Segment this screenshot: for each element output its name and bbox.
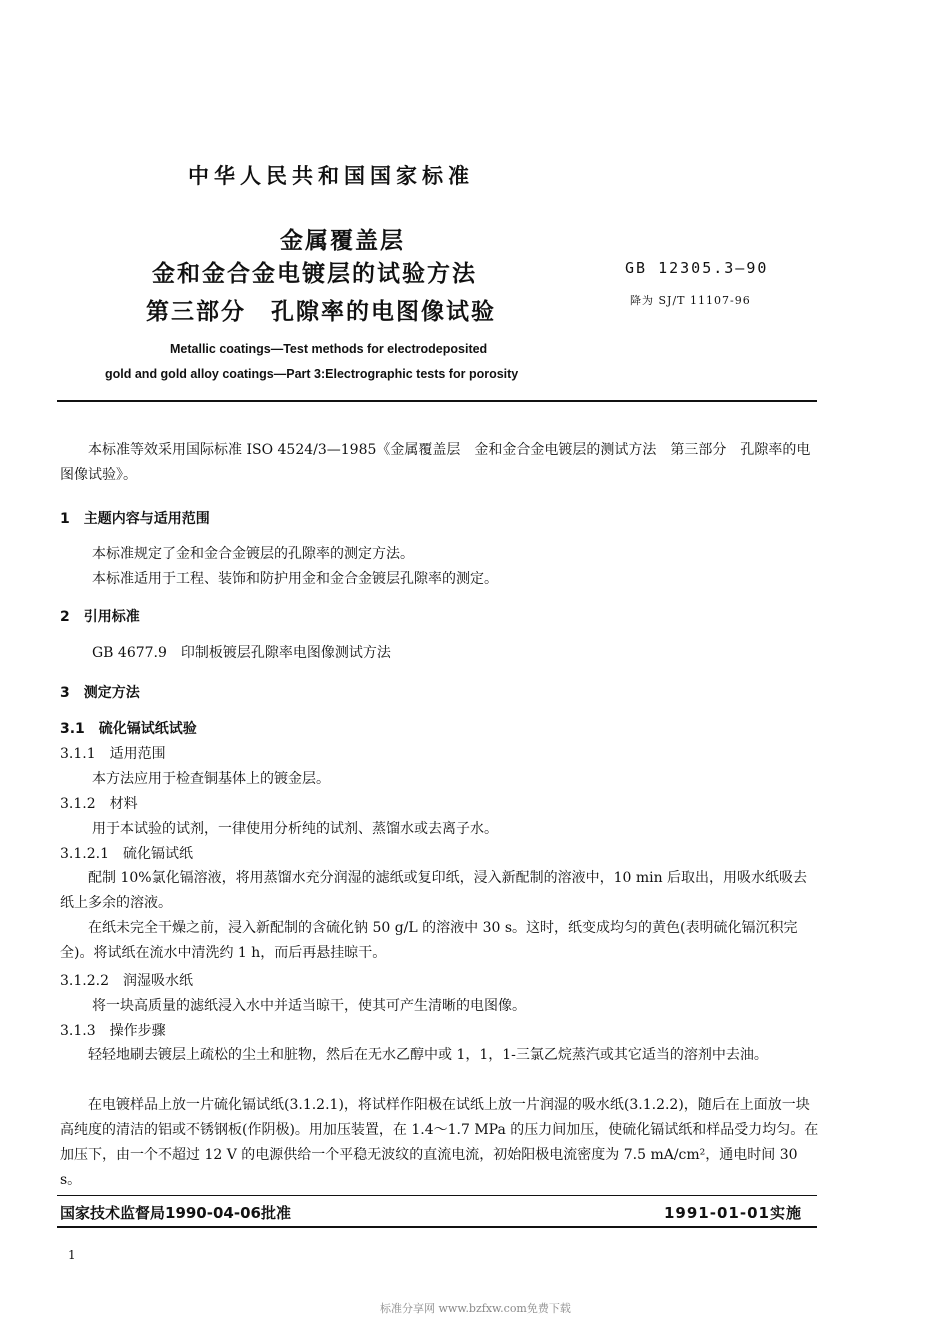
- national-standard-heading: 中华人民共和国国家标准: [188, 164, 474, 188]
- replaced-by-note: 降为 SJ/T 11107-96: [630, 294, 751, 307]
- title-line-1: 金属覆盖层: [280, 228, 405, 254]
- section-3-1-heading: 3.1 硫化镉试纸试验: [60, 721, 197, 737]
- section-1-paragraph-1: 本标准规定了金和金合金镀层的孔隙率的测定方法。: [92, 546, 414, 562]
- title-line-2: 金和金合金电镀层的试验方法: [152, 261, 477, 287]
- page-number: 1: [68, 1248, 76, 1262]
- section-3-1-3-paragraph-2: 在电镀样品上放一片硫化镉试纸(3.1.2.1)，将试样作阳极在试纸上放一片润湿的吸水纸(3.1.2.2)，随后在上面放一块高纯度的清洁的铝或不锈钢板(作阴极)。用加压装置，在 1.4～1.7 MPa 的压力间加压，使硫化镉试纸和样品受力均匀。在加压下，由一个不超过 12 V 的电源供给一个平稳无波纹的直流电流，初始阳极电流密度为 7.5 mA/cm²，通电时间 30 s。: [60, 1097, 819, 1188]
- section-3-1-3-paragraph-1: 轻轻地刷去镀层上疏松的尘土和脏物，然后在无水乙醇中或 1，1，1-三氯乙烷蒸汽或其它适当的溶剂中去油。: [88, 1047, 768, 1063]
- section-3-1-2-1-paragraph-2: 在纸未完全干燥之前，浸入新配制的含硫化钠 50 g/L 的溶液中 30 s。这时，纸变成均匀的黄色(表明硫化镉沉积完全)。将试纸在流水中清洗约 1 h，而后再悬挂晾干。: [60, 920, 798, 961]
- section-3-1-2-1-paragraph-1: 配制 10%氯化镉溶液，将用蒸馏水充分润湿的滤纸或复印纸，浸入新配制的溶液中，10 min 后取出，用吸水纸吸去纸上多余的溶液。: [60, 870, 808, 911]
- section-3-1-2-1-heading: 3.1.2.1 硫化镉试纸: [60, 846, 193, 862]
- intro-paragraph: 本标准等效采用国际标准 ISO 4524/3—1985《金属覆盖层 金和金合金电镀层的测试方法 第三部分 孔隙率的电图像试验》。: [60, 442, 811, 483]
- section-1-heading: 1 主题内容与适用范围: [60, 511, 210, 527]
- watermark-text: 标准分享网 www.bzfxw.com免费下载: [380, 1302, 571, 1315]
- section-2-heading: 2 引用标准: [60, 609, 140, 625]
- section-3-1-2-heading: 3.1.2 材料: [60, 796, 138, 812]
- section-2-reference: GB 4677.9 印制板镀层孔隙率电图像测试方法: [92, 645, 391, 661]
- footer-bottom-rule: [57, 1226, 817, 1228]
- effective-date: 1991-01-01实施: [664, 1204, 802, 1222]
- header-rule: [57, 400, 817, 402]
- title-line-3: 第三部分 孔隙率的电图像试验: [146, 299, 496, 325]
- footer-rule: [57, 1195, 817, 1196]
- standard-code: GB 12305.3—90: [625, 259, 769, 277]
- section-3-1-2-2-heading: 3.1.2.2 润湿吸水纸: [60, 973, 193, 989]
- section-3-1-2-paragraph: 用于本试验的试剂，一律使用分析纯的试剂、蒸馏水或去离子水。: [92, 821, 498, 837]
- section-3-1-1-heading: 3.1.1 适用范围: [60, 746, 166, 762]
- section-3-1-3-heading: 3.1.3 操作步骤: [60, 1023, 166, 1039]
- section-3-1-1-paragraph: 本方法应用于检查铜基体上的镀金层。: [92, 771, 330, 787]
- english-title-line-1: Metallic coatings—Test methods for electrodeposited: [170, 342, 488, 356]
- section-3-heading: 3 测定方法: [60, 685, 140, 701]
- section-1-paragraph-2: 本标准适用于工程、装饰和防护用金和金合金镀层孔隙率的测定。: [92, 571, 498, 587]
- english-title-line-2: gold and gold alloy coatings—Part 3:Electrographic tests for porosity: [105, 367, 519, 381]
- section-3-1-2-2-paragraph: 将一块高质量的滤纸浸入水中并适当晾干，使其可产生清晰的电图像。: [92, 998, 526, 1014]
- approval-date: 国家技术监督局1990-04-06批准: [60, 1204, 291, 1222]
